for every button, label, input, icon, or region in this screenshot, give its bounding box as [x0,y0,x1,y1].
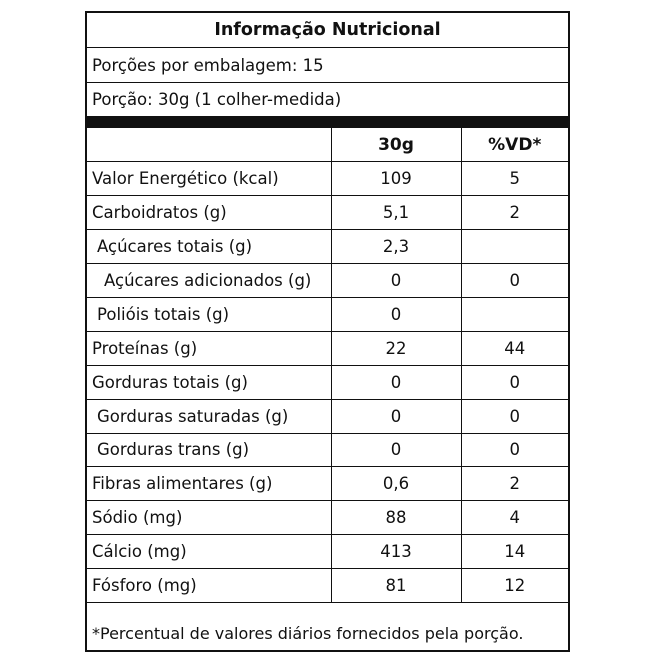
nutrient-quantity: 5,1 [331,196,461,230]
nutrient-quantity: 0 [331,399,461,433]
nutrient-quantity: 109 [331,162,461,196]
table-row [87,297,568,331]
nutrient-daily-value: 2 [461,196,568,230]
nutrient-quantity: 0 [331,365,461,399]
nutrient-daily-value: 44 [461,331,568,365]
table-row [87,467,568,501]
portion-size: Porção: 30g (1 colher-medida) [92,90,342,109]
table-row [87,399,568,433]
nutrient-daily-value: 0 [461,433,568,467]
nutrient-name: Carboidratos (g) [87,196,331,230]
table-row [87,264,568,298]
table-row [87,331,568,365]
nutrient-daily-value: 0 [461,365,568,399]
nutrition-facts-label [85,11,570,652]
nutrient-name: Proteínas (g) [87,331,331,365]
nutrient-quantity: 22 [331,331,461,365]
nutrient-daily-value: 12 [461,569,568,603]
nutrient-quantity: 81 [331,569,461,603]
nutrition-table [87,128,568,603]
column-header-nutrient [87,128,331,162]
table-row [87,196,568,230]
nutrient-name: Gorduras totais (g) [87,365,331,399]
table-row [87,230,568,264]
thick-divider [87,116,568,128]
nutrient-quantity: 0 [331,297,461,331]
nutrient-name: Açúcares totais (g) [87,230,331,264]
nutrient-name: Gorduras saturadas (g) [87,399,331,433]
daily-value-footnote: *Percentual de valores diários fornecidos pela porção. [92,624,524,643]
nutrient-name: Açúcares adicionados (g) [87,264,331,298]
nutrient-quantity: 2,3 [331,230,461,264]
servings-per-package: Porções por embalagem: 15 [87,48,568,83]
nutrient-name: Cálcio (mg) [87,535,331,569]
nutrient-name: Sódio (mg) [87,501,331,535]
nutrient-quantity: 0 [331,433,461,467]
label-title: Informação Nutricional [87,13,568,48]
nutrient-quantity: 413 [331,535,461,569]
table-row [87,365,568,399]
nutrient-quantity: 88 [331,501,461,535]
nutrient-daily-value: 2 [461,467,568,501]
nutrient-daily-value: 0 [461,264,568,298]
nutrient-quantity: 0 [331,264,461,298]
nutrient-daily-value [461,230,568,264]
nutrient-daily-value: 4 [461,501,568,535]
nutrient-quantity: 0,6 [331,467,461,501]
nutrient-daily-value: 0 [461,399,568,433]
nutrient-name: Gorduras trans (g) [87,433,331,467]
nutrient-name: Polióis totais (g) [87,297,331,331]
nutrient-daily-value [461,297,568,331]
table-row [87,535,568,569]
table-row [87,433,568,467]
table-row [87,162,568,196]
table-row [87,501,568,535]
nutrient-name: Valor Energético (kcal) [87,162,331,196]
table-header-row [87,128,568,162]
nutrient-name: Fibras alimentares (g) [87,467,331,501]
column-header-quantity: 30g [331,128,461,162]
table-row [87,569,568,603]
nutrient-daily-value: 5 [461,162,568,196]
nutrient-daily-value: 14 [461,535,568,569]
column-header-daily-value: %VD* [461,128,568,162]
nutrient-name: Fósforo (mg) [87,569,331,603]
